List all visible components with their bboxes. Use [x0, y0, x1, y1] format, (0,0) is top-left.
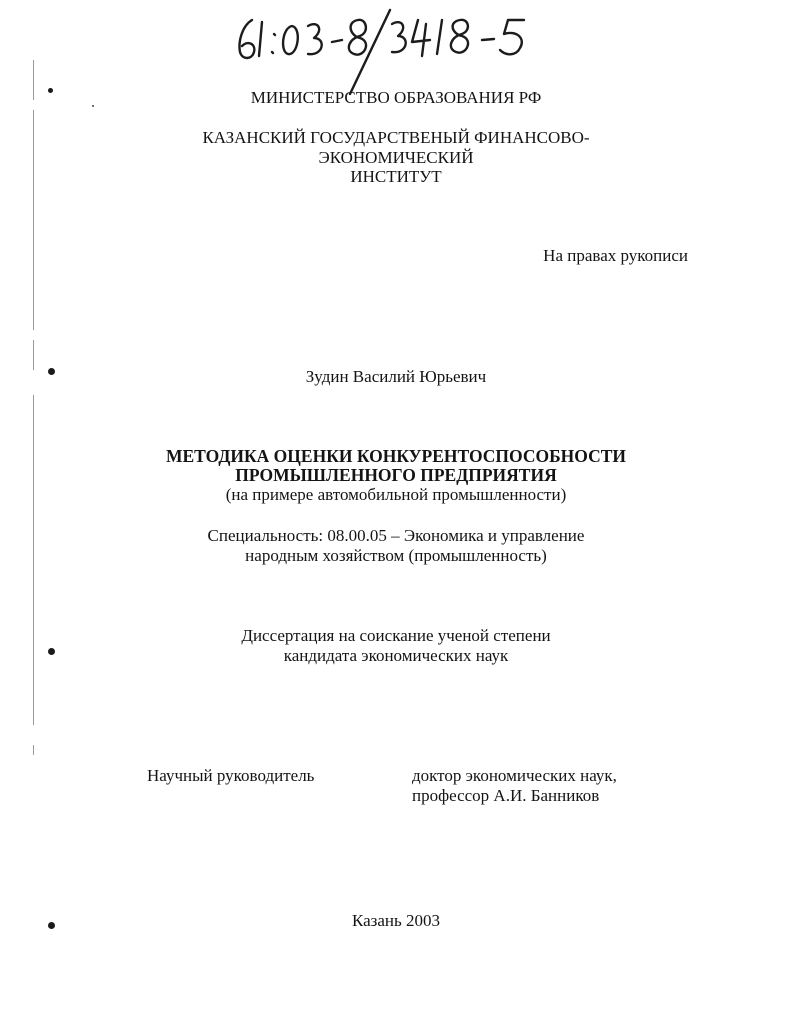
degree-line-1: Диссертация на соискание ученой степени [241, 626, 551, 645]
degree-line-2: кандидата экономических наук [283, 646, 509, 665]
ministry-name: МИНИСТЕРСТВО ОБРАЗОВАНИЯ РФ [250, 88, 542, 107]
supervisor-label: Научный руководитель [147, 766, 315, 785]
dissertation-title-line-2: ПРОМЫШЛЕННОГО ПРЕДПРИЯТИЯ [235, 465, 557, 485]
dissertation-title-line-1: МЕТОДИКА ОЦЕНКИ КОНКУРЕНТОСПОСОБНОСТИ [165, 446, 627, 466]
institute-name-line-3: ИНСТИТУТ [350, 167, 442, 186]
scan-margin-line [33, 340, 34, 370]
supervisor-degree: доктор экономических наук, [412, 766, 617, 785]
city-and-year: Казань 2003 [351, 911, 441, 930]
scan-margin-line [33, 745, 34, 755]
institute-name-line-2: ЭКОНОМИЧЕСКИЙ [318, 148, 474, 167]
specialty-line-1: Специальность: 08.00.05 – Экономика и управление [207, 526, 585, 545]
supervisor-name: профессор А.И. Банников [412, 786, 600, 805]
institute-name-line-1: КАЗАНСКИЙ ГОСУДАРСТВЕНЫЙ ФИНАНСОВО- [202, 128, 590, 147]
dissertation-subtitle: (на примере автомобильной промышленности) [225, 485, 567, 504]
specialty-line-2: народным хозяйством (промышленность) [245, 546, 547, 565]
manuscript-rights-note: На правах рукописи [543, 246, 688, 265]
author-name: Зудин Василий Юрьевич [305, 367, 487, 386]
